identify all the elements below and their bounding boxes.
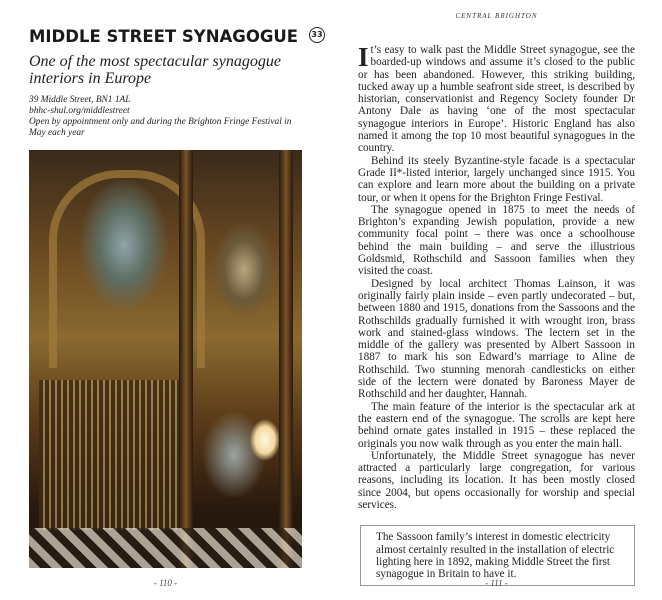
paragraph — [358, 44, 635, 155]
ark-gates-shape — [39, 380, 189, 530]
page-number: - 111 - — [485, 578, 508, 588]
body-text — [358, 44, 635, 511]
address: 39 Middle Street, BN1 1AL — [29, 95, 131, 105]
paragraph: Unfortunately, the Middle Street synagogue has never attracted a particularly large congregation, for various reasons, including its location. It has been mostly closed since 2004, but opens occasionally for worship and special services. — [358, 449, 635, 511]
paragraph: The synagogue opened in 1875 to meet the needs of Brighton’s expanding Jewish population, provide a new community focal point – there was once a schoolhouse behind the main building – and serve the illustrious Goldsmid, Rothschild and Sassoon families when they visited the coast. — [358, 203, 635, 278]
synagogue-interior-photo — [29, 150, 302, 568]
text-column — [358, 44, 635, 586]
subtitle: One of the most spectacular synagogue interiors in Europe — [29, 53, 281, 87]
sidebar-box: The Sassoon family’s interest in domestic electricity almost certainly resulted in the installation of electric lighting here in 1892, making Middle Street the first synagogue in Britain to have it. — [360, 525, 635, 586]
opening-hours: Open by appointment only and during the Brighton Fringe Festival in May each year — [29, 117, 292, 138]
column-shape — [279, 150, 293, 568]
floor-shape — [29, 528, 302, 568]
page-title: MIDDLE STREET SYNAGOGUE — [29, 27, 299, 46]
right-page — [331, 0, 662, 600]
paragraph: Behind its steely Byzantine-style facade is a spectacular Grade II*-listed interior, largely unchanged since 1915. You can explore and learn more about the building on a private tour, or when it opens for the Brighton Fringe Festival. — [358, 154, 635, 204]
paragraph-text: t’s easy to walk past the Middle Street synagogue, see the boarded-up windows and assume it’s closed to the public or has been abandoned. However, this striking building, tucked away up a humble seafront side street, is described by historian, conservationist and Regency Society founder Dr Antony Dale as having ‘one of the most spectacular synagogue interiors in Europe’. Historic England has also named it among the top 10 most beautiful synagogues in the country. — [358, 44, 635, 155]
paragraph: The main feature of the interior is the spectacular ark at the eastern end of the synagogue. The scrolls are kept here behind ornate gates installed in 1915 – these replaced the originals you now walk through as you enter the main hall. — [358, 400, 635, 450]
entry-number-badge: 33 — [309, 27, 325, 43]
column-shape — [179, 150, 193, 568]
drop-cap: I — [358, 42, 369, 72]
page-number: - 110 - — [153, 578, 178, 588]
running-head: CENTRAL BRIGHTON — [455, 12, 538, 20]
website-link[interactable]: bhhc-shul.org/middlestreet — [29, 106, 130, 116]
venue-info — [29, 95, 309, 139]
paragraph: Designed by local architect Thomas Lainson, it was originally fairly plain inside – even partly undecorated – but, between 1880 and 1915, donations from the Sassoons and the Rothschilds gradually furnished it with wrought iron, brass work and stained-glass windows. The lectern set in the middle of the gallery was presented by Albert Sassoon in 1887 to mark his son Edward’s marriage to Aline de Rothschild. Two stunning menorah candlesticks on either side of the lectern were donated by Baroness Mayer de Rothschild and her daughter, Hannah. — [358, 277, 635, 401]
